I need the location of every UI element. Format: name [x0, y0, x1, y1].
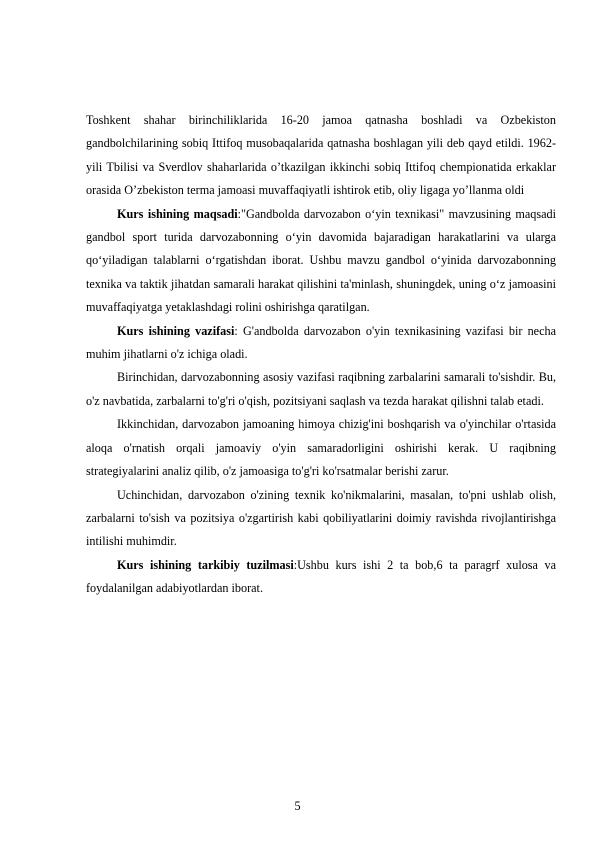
- paragraph-course-task: [86, 320, 556, 367]
- paragraph-text: : G'andbolda darvozabon o'yin texnikasining vazifasi bir necha muhim jihatlarni o'z ichiga oladi.: [86, 323, 556, 362]
- course-goal-heading: Kurs ishining maqsadi: [117, 206, 238, 221]
- paragraph-history: [86, 109, 556, 203]
- course-task-heading: Kurs ishining vazifasi: [117, 323, 235, 338]
- paragraph-text: Toshkent shahar birinchiliklarida 16-20 jamoa qatnasha boshladi va Ozbekiston gandbolchilarining sobiq Ittifoq musobaqalarida qatnasha boshlagan yili deb qayd etildi. 1962-yili Tbilisi va Sverdlov shaharlarida o’tkazilgan ikkinchi sobiq Ittifoq chempionatida erkaklar orasida O’zbekiston terma jamoasi muvaffaqiyatli ishtirok etib, oliy ligaga yo’llanma oldi: [86, 113, 556, 198]
- paragraph-text: Birinchidan, darvozabonning asosiy vazifasi raqibning zarbalarini samarali to'sishdir. Bu, o'z navbatida, zarbalarni to'g'ri o'qish, pozitsiyani saqlash va tezda harakat qilishni talab etadi.: [86, 370, 556, 408]
- course-structure-heading: Kurs ishining tarkibiy tuzilmasi: [117, 557, 294, 572]
- paragraph-text: Uchinchidan, darvozabon o'zining texnik ko'nikmalarini, masalan, to'pni ushlab olish, zarbalarni to'sish va pozitsiya o'zgartirish kabi qobiliyatlarini doimiy ravishda rivojlantirishga intilishi muhimdir.: [86, 487, 556, 549]
- paragraph-third: [86, 484, 556, 554]
- paragraph-text: :Ushbu kurs ishi 2 ta bob,6 ta paragrf xulosa va foydalanilgan adabiyotlardan iborat.: [86, 557, 556, 596]
- page-number: 5: [294, 799, 301, 813]
- paragraph-second: [86, 413, 556, 483]
- paragraph-text: :"Gandbolda darvozabon o‘yin texnikasi" mavzusining maqsadi gandbol sport turida darvozabonning o‘yin davomida bajaradigan harakatlarini va ularga qo‘yiladigan talablarni o‘rgatishdan iborat. Ushbu mavzu gandbol o‘yinida darvozabonning texnika va taktik jihatdan samarali harakat qilishini ta'minlash, shuningdek, uning o‘z jamoasini muvaffaqiyatga yetaklashdagi rolini oshirishga qaratilgan.: [86, 206, 556, 315]
- paragraph-first: [86, 366, 556, 413]
- document-body: [86, 109, 556, 601]
- paragraph-text: Ikkinchidan, darvozabon jamoaning himoya chizig'ini boshqarish va o'yinchilar o'rtasida aloqa o'rnatish orqali jamoaviy o'yin samaradorligini oshirishi kerak. U raqibning strategiyalarini analiz qilib, o'z jamoasiga to'g'ri ko'rsatmalar berishi zarur.: [86, 417, 556, 479]
- paragraph-structure: [86, 554, 556, 601]
- paragraph-course-goal: [86, 203, 556, 320]
